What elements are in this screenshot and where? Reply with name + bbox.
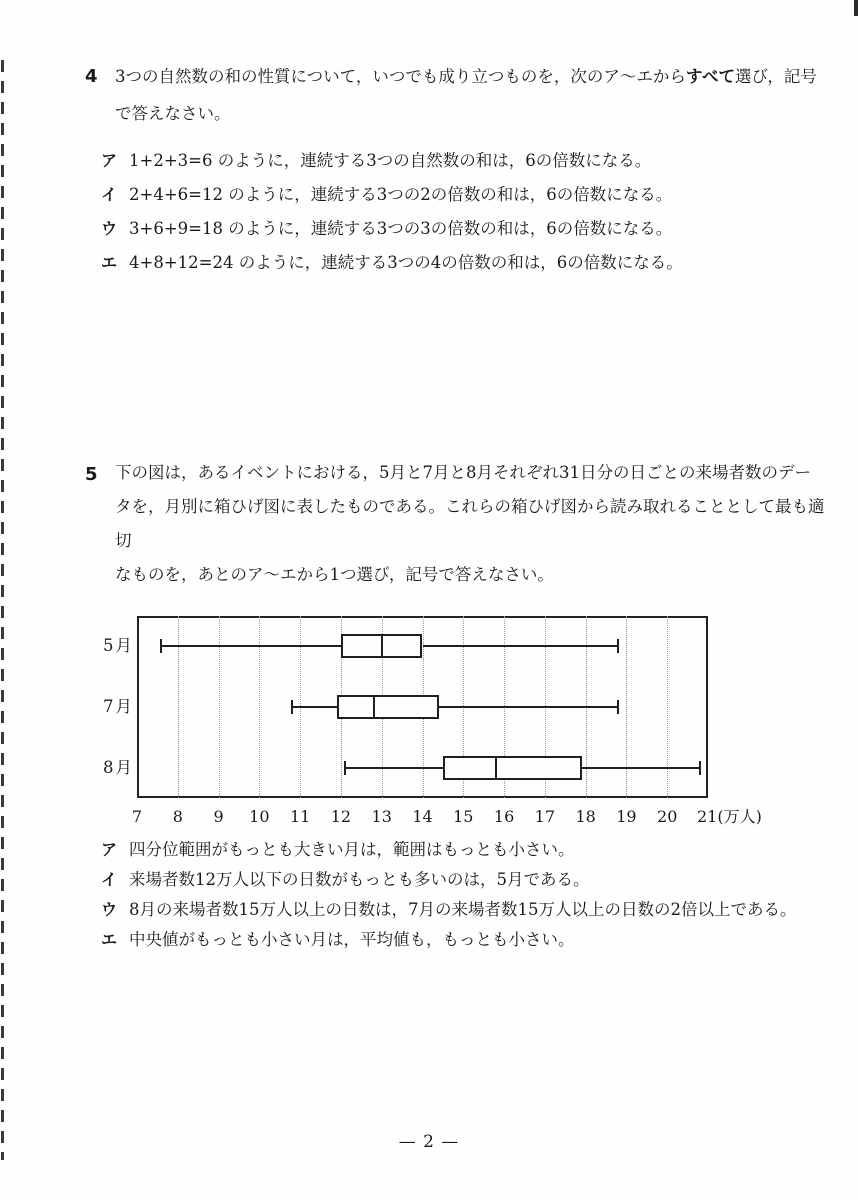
question-4 (85, 58, 825, 132)
axis-tick-label: 8 (172, 807, 183, 826)
question-4-prompt-emphasis: すべて (685, 67, 736, 86)
axis-tick-label: 13 (371, 807, 392, 826)
axis-tick-label: 18 (575, 807, 596, 826)
question-4-prompt-text-end: 選び，記号 で答えなさい。 (115, 67, 817, 123)
axis-tick-label: 15 (453, 807, 474, 826)
whisker-cap-max (699, 761, 701, 775)
axis-tick-label: 7 (131, 807, 143, 826)
question-5-option-text: 来場者数12万人以下の日数がもっとも多いのは，5月である。 (129, 870, 590, 889)
question-4-number: 4 (85, 66, 98, 87)
question-4-option-text: 1+2+3=6 のように，連続する3つの自然数の和は，6の倍数になる。 (129, 151, 652, 170)
gridline-10 (259, 616, 260, 798)
boxplot-chart (100, 605, 820, 845)
month-label-2: 7月 (103, 697, 134, 716)
question-5-option-label: イ (101, 870, 118, 889)
question-5-option-row (85, 929, 825, 950)
question-4-option-row (85, 218, 825, 239)
whisker-cap-max (617, 639, 619, 653)
question-5-option-label: ウ (101, 900, 118, 919)
month-label-3: 8月 (103, 757, 134, 777)
whisker-cap-min (344, 761, 346, 775)
box-iqr (443, 756, 582, 780)
axis-tick-label: 10 (249, 807, 270, 826)
question-4-options (85, 150, 825, 286)
question-4-option-label: エ (101, 253, 118, 272)
whisker-cap-max (617, 700, 619, 714)
median-line (373, 695, 375, 719)
question-5 (85, 456, 825, 592)
whisker-cap-min (160, 639, 162, 653)
question-4-option-row (85, 252, 825, 273)
axis-tick-label: 9 (213, 807, 224, 826)
whisker-right (423, 645, 619, 647)
median-line (495, 756, 497, 780)
gridline-19 (626, 616, 627, 798)
question-5-option-row (85, 839, 825, 860)
question-4-option-label: ア (101, 151, 118, 170)
axis-tick-label: 16 (493, 807, 515, 826)
question-5-prompt: 下の図は，あるイベントにおける，5月と7月と8月それぞれ31日分の日ごとの来場者数のデー タを，月別に箱ひげ図に表したものである。これらの箱ひげ図から読み取れることとして最も適切 なものを，あとのア～エから1つ選び，記号で答えなさい。 (115, 463, 825, 584)
question-4-option-text: 4+8+12=24 のように，連続する3つの4の倍数の和は，6の倍数になる。 (129, 253, 683, 272)
question-4-option-text: 2+4+6=12 のように，連続する3つの2の倍数の和は，6の倍数になる。 (129, 185, 673, 204)
whisker-right (582, 767, 700, 769)
gridline-8 (178, 616, 179, 798)
question-5-option-row (85, 869, 825, 890)
box-iqr (337, 695, 439, 719)
question-4-prompt (115, 58, 825, 132)
whisker-right (439, 706, 618, 708)
question-4-option-row (85, 184, 825, 205)
question-4-option-label: ウ (101, 219, 118, 238)
question-5-header (85, 456, 825, 592)
question-5-option-text: 四分位範囲がもっとも大きい月は，範囲はもっとも小さい。 (129, 840, 575, 859)
question-5-option-text: 中央値がもっとも小さい月は，平均値も，もっとも小さい。 (129, 930, 575, 949)
question-4-header (85, 58, 825, 132)
question-4-option-text: 3+6+9=18 のように，連続する3つの3の倍数の和は，6の倍数になる。 (129, 219, 673, 238)
axis-tick-label: 14 (412, 807, 433, 826)
scan-corner-mark (854, 0, 858, 16)
gridline-9 (219, 616, 220, 798)
question-5-option-label: エ (101, 930, 118, 949)
question-5-option-text: 8月の来場者数15万人以上の日数は，7月の来場者数15万人以上の日数の2倍以上である。 (129, 900, 797, 919)
axis-tick-label: 21(万人) (697, 807, 762, 826)
whisker-left (292, 706, 337, 708)
gridline-20 (667, 616, 668, 798)
question-4-option-row (85, 150, 825, 171)
axis-tick-label: 20 (657, 807, 678, 826)
whisker-left (345, 767, 443, 769)
binding-edge-marks (1, 60, 4, 1160)
question-4-prompt-text: 3つの自然数の和の性質について，いつでも成り立つものを，次のア～エから (115, 67, 686, 86)
question-4-option-label: イ (101, 185, 118, 204)
question-5-option-label: ア (101, 840, 118, 859)
median-line (381, 634, 383, 658)
axis-tick-label: 11 (289, 807, 311, 826)
whisker-left (161, 645, 340, 647)
page-number: — 2 — (398, 1132, 460, 1152)
month-label-1: 5月 (103, 636, 134, 656)
whisker-cap-min (291, 700, 293, 714)
question-5-options (85, 839, 825, 959)
axis-tick-label: 12 (330, 807, 352, 826)
question-5-number: 5 (85, 464, 98, 485)
question-5-option-row (85, 899, 825, 920)
axis-tick-label: 19 (616, 807, 637, 826)
axis-tick-label: 17 (534, 807, 556, 826)
